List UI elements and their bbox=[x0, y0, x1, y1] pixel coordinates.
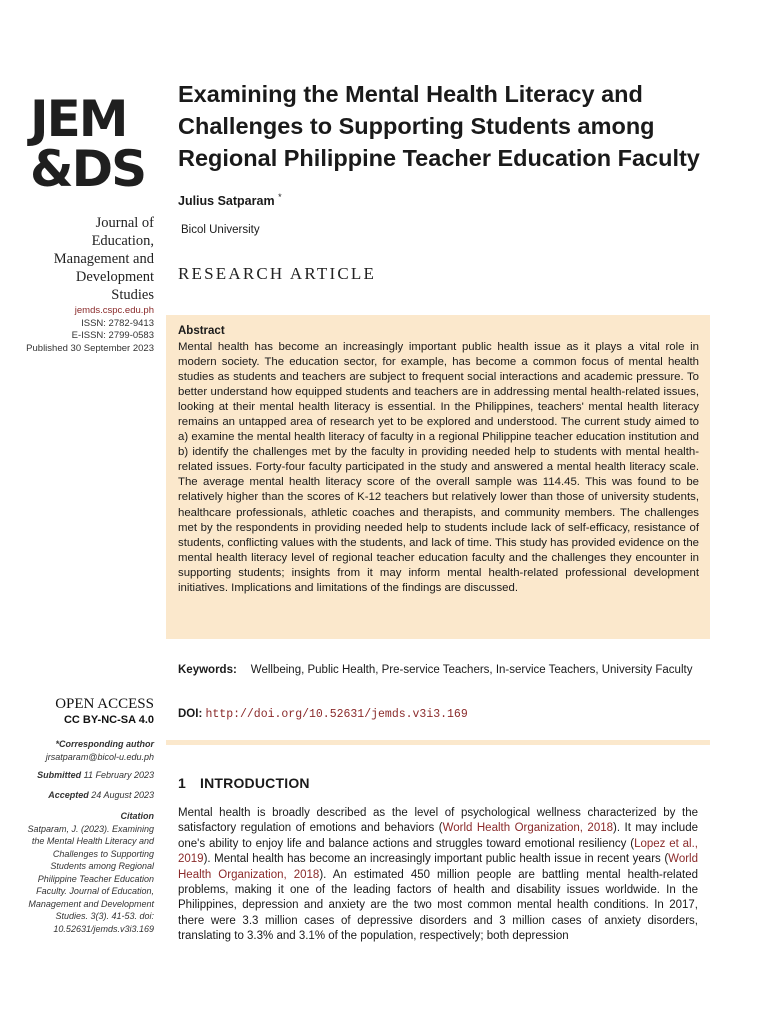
section-title: INTRODUCTION bbox=[200, 775, 310, 791]
author-affiliation: Bicol University bbox=[181, 224, 260, 236]
article-title: Examining the Mental Health Literacy and Challenges to Supporting Students among Regional Philippine Teacher Education Faculty bbox=[178, 81, 700, 171]
doi-label: DOI: bbox=[178, 708, 203, 720]
intro-text-4: ). An estimated 450 million people are battling mental health-related problems, making it one of the leading factors of health and disability issues worldwide. In the Philippines, depression and anxiety are the two most common mental health conditions. In 2017, there were 3.3 million cases of depressive disorders and 3 million cases of anxiety disorders, translating to 3.3% and 3.1% of the population, respectively; both depression bbox=[178, 868, 698, 943]
accepted-label: Accepted bbox=[48, 790, 89, 800]
issn: ISSN: 2782-9413 bbox=[81, 317, 154, 329]
section-heading bbox=[178, 775, 310, 791]
abstract-heading: Abstract bbox=[178, 325, 225, 337]
citation-link-lopez-2019[interactable]: Lopez et al., 2019 bbox=[178, 837, 698, 866]
submitted-label: Submitted bbox=[37, 770, 82, 780]
citation-label: Citation bbox=[120, 811, 154, 821]
author-name: Julius Satparam bbox=[178, 194, 275, 209]
doi bbox=[178, 708, 468, 721]
corresponding-email[interactable]: jrsatparam@bicol-u.edu.ph bbox=[45, 751, 154, 762]
author-mark: * bbox=[278, 192, 282, 202]
citation-link-who-2018-b[interactable]: World Health Organization, 2018 bbox=[178, 853, 698, 881]
journal-meta bbox=[20, 305, 154, 355]
section-divider bbox=[166, 740, 710, 745]
keywords-label: Keywords: bbox=[178, 664, 237, 676]
submitted-date: 11 February 2023 bbox=[83, 770, 154, 780]
license-label: CC BY-NC-SA 4.0 bbox=[63, 714, 154, 726]
submitted-info bbox=[20, 769, 154, 782]
abstract-text: Mental health has become an increasingly important public health issue as it plays a vital role in modern society. The education sector, for example, has become a common focus of mental health studies as students and teachers are subject to frequent social interactions and academic pressure. To better understand how equipped students and teachers are in addressing mental health-related issues, looking at their mental health literacy is essential. In the Philippines, teachers' mental health literacy remains an untapped area of research yet to be explored and understood. The current study aimed to a) examine the mental health literacy of faculty in a regional Philippine teacher education institution and b) identify the challenges met by the faculty in providing needed help to students with mental health-related issues. Forty-four faculty participated in the study and answered a mental health literacy scale. The average mental health literacy score of the overall sample was 114.45. This was found to be relatively higher than the scores of K-12 teachers but relatively lower than those of university students, healthcare professionals, athletic coaches and therapists, and community members. The challenges met by the respondents in providing needed help to students include lack of self-efficacy, resistance of students, conflicting values with the students, and lack of time. This study has provided evidence on the mental health literacy level of regional teacher education faculty and the challenges they encounter in supporting students; insights from it may inform mental health-related professional development initiatives. Implications and limitations of the findings are discussed. bbox=[178, 341, 699, 594]
logo-line-1: JEM bbox=[30, 90, 127, 148]
article-type: RESEARCH ARTICLE bbox=[178, 264, 377, 283]
citation bbox=[20, 810, 154, 935]
accepted-date: 24 August 2023 bbox=[91, 790, 154, 800]
logo-line-2: &DS bbox=[30, 140, 146, 198]
citation-link-who-2018[interactable]: World Health Organization, 2018 bbox=[442, 822, 614, 835]
doi-link[interactable]: http://doi.org/10.52631/jemds.v3i3.169 bbox=[205, 708, 468, 721]
corresponding-author bbox=[20, 738, 154, 763]
journal-logo bbox=[30, 90, 155, 198]
journal-site-link[interactable]: jemds.cspc.edu.ph bbox=[74, 305, 154, 316]
eissn: E-ISSN: 2799-0583 bbox=[71, 330, 154, 342]
published-date: Published 30 September 2023 bbox=[26, 342, 154, 354]
journal-name: Journal of Education, Management and Development Studies bbox=[53, 215, 154, 303]
open-access-label: OPEN ACCESS bbox=[55, 696, 154, 712]
section-number: 1 bbox=[178, 775, 186, 791]
intro-text-2: ). It may include one's ability to enjoy life and balance actions and struggles toward emotional resiliency ( bbox=[178, 822, 698, 850]
accepted-info bbox=[20, 789, 154, 802]
introduction-paragraph bbox=[178, 806, 698, 945]
citation-text: Satparam, J. (2023). Examining the Mental Health Literacy and Challenges to Supporting Students among Regional Philippine Teacher Education Faculty. Journal of Education, Management and Development Studies. 3(3). 41-53. doi: 10.52631/jemds.v3i3.169 bbox=[27, 823, 154, 934]
intro-text-1: Mental health is broadly described as the level of psychological wellness characterized by the satisfactory regulation of emotions and behaviors ( bbox=[178, 807, 698, 835]
keywords-list: Wellbeing, Public Health, Pre-service Teachers, In-service Teachers, University Faculty bbox=[250, 664, 693, 676]
intro-text-3: ). Mental health has become an increasingly important public health issue in recent years ( bbox=[203, 853, 669, 866]
author-line bbox=[178, 192, 282, 208]
keywords bbox=[178, 663, 700, 679]
corresponding-label: *Corresponding author bbox=[55, 739, 154, 749]
